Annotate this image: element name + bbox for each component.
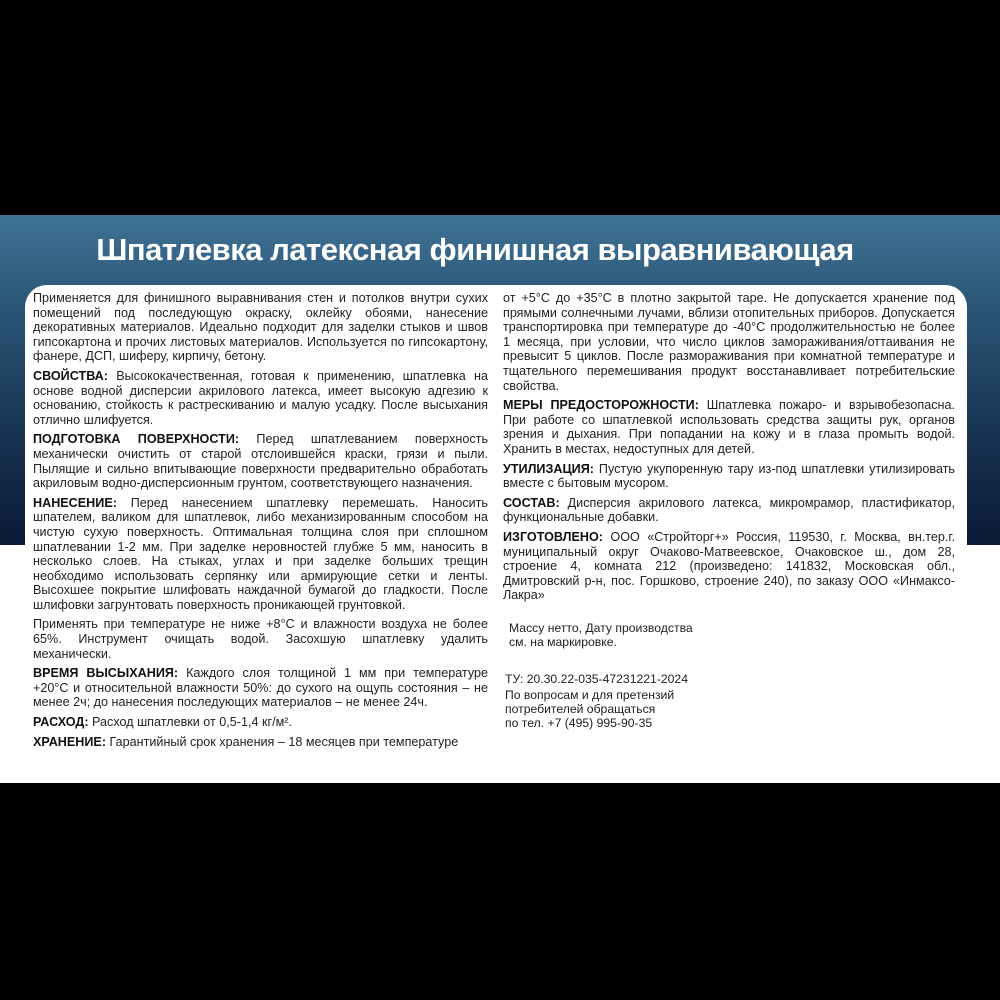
section-label: РАСХОД: <box>33 715 89 730</box>
section-label: МЕРЫ ПРЕДОСТОРОЖНОСТИ: <box>503 398 699 413</box>
contact-phone: по тел. +7 (495) 995-90-35 <box>505 716 653 730</box>
section-text: Расход шпатлевки от 0,5-1,4 кг/м². <box>88 715 292 730</box>
section-composition <box>503 496 955 525</box>
left-column <box>33 291 488 754</box>
section-text: Перед шпатлеванием поверхность механически очистить от старой отслоившейся краски, грязи и пыли. Пылящие и сильно впитывающие поверхности предварительно обработать акриловым водно-дисперсионным грунтом, соответствующего назначения. <box>33 432 489 491</box>
section-consumption <box>33 715 488 730</box>
section-label: ВРЕМЯ ВЫСЫХАНИЯ: <box>33 666 179 681</box>
tu-code <box>505 672 688 686</box>
section-application <box>33 496 488 613</box>
section-disposal <box>503 462 955 491</box>
product-title: Шпатлевка латексная финишная выравнивающая <box>96 232 854 267</box>
section-properties <box>33 369 488 427</box>
section-label: СВОЙСТВА: <box>33 368 108 383</box>
section-text: Дисперсия акрилового латекса, микромрамор, пластификатор, функциональные добавки. <box>503 495 955 525</box>
marking-line: Массу нетто, Дату производства <box>509 621 693 635</box>
section-manufacturer <box>503 530 955 603</box>
marking-line: см. на маркировке. <box>509 635 617 649</box>
section-text: Гарантийный срок хранения – 18 месяцев при температуре <box>106 734 459 749</box>
section-text: Каждого слоя толщиной 1 мм при температуре +20°С и относительной влажности 50%: до сухого на ощупь состояния – не менее 2ч; до нанесения последующих материалов – не менее 24ч. <box>33 666 488 710</box>
section-preparation <box>33 432 488 490</box>
section-text: Шпатлевка пожаро- и взрывобезопасна. При работе со шпатлевкой использовать средства защиты рук, органов зрения и дыхания. При попадании на кожу и в глаза промыть водой. Хранить в местах, недоступных для детей. <box>503 398 955 456</box>
section-label: ИЗГОТОВЛЕНО: <box>503 529 603 544</box>
intro-text: Применяется для финишного выравнивания стен и потолков внутри сухих помещений под последующую окраску, оклейку обоями, нанесение декоративных материалов. Идеально подходит для заделки стыков и швов гипсокартона и прочих листовых материалов. Используется по гипсокартону, фанере, ДСП, шиферу, кирпичу, бетону. <box>33 291 488 364</box>
section-drying <box>33 666 488 710</box>
contact-note <box>505 688 674 730</box>
section-text: Высококачественная, готовая к применению, шпатлевка на основе водной дисперсии акрилового латекса, имеет высокую адгезию к основанию, стойкость к растрескиванию и малую усадку. После высыхания отлично шлифуется. <box>33 368 488 427</box>
section-text: Пустую укупоренную тару из-под шпатлевки утилизировать вместе с бытовым мусором. <box>503 461 955 491</box>
section-label: ХРАНЕНИЕ: <box>33 734 107 749</box>
section-storage <box>33 735 488 750</box>
section-text: ООО «Стройторг+» Россия, 119530, г. Москва, вн.тер.г. муниципальный округ Очаково-Матвеевское, Очаковское ш., дом 28, строение 4, комната 212 (произведено: 141832, Московская обл., Дмитровский р-н, пос. Горшково, строение 240), по заказу ООО «Инмаксо-Лакра» <box>503 529 955 603</box>
section-label: УТИЛИЗАЦИЯ: <box>503 461 594 476</box>
conditions-text: Применять при температуре не ниже +8°С и влажности воздуха не более 65%. Инструмент очищать водой. Засохшую шпатлевку удалить механически. <box>33 617 488 661</box>
section-text: Перед нанесением шпатлевку перемешать. Наносить шпателем, валиком для шпатлевок, либо механизированным способом на чистую сухую поверхность. Оптимальная толщина слоя при сплошном шпатлевании 1-2 мм. При заделке неровностей глубже 5 мм, наносить в несколько слоев. На стыках, углах и при заделке больших трещин необходимо использовать серпянку или армирующие сетки и ленты. Высохшее покрытие шлифовать наждачной бумагой до гладкости. После шлифовки загрунтовать поверхность проникающей грунтовкой. <box>33 495 488 612</box>
right-column <box>503 291 955 608</box>
contact-line: потребителей обращаться <box>505 702 656 716</box>
section-label: ПОДГОТОВКА ПОВЕРХНОСТИ: <box>33 432 240 447</box>
marking-note <box>509 621 693 649</box>
section-precautions <box>503 398 955 456</box>
section-label: НАНЕСЕНИЕ: <box>33 495 117 510</box>
storage-continued: от +5°С до +35°С в плотно закрытой таре. Не допускается хранение под прямыми солнечными лучами, вблизи отопительных приборов. Допускается транспортировка при температуре до -40°С продолжительностью не более 1 месяца, при условии, что число циклов замораживания/оттаивания не превысит 5 циклов. После размораживания при комнатной температуре и тщательного перемешивания продукт восстанавливает потребительские свойства. <box>503 291 955 393</box>
contact-line: По вопросам и для претензий <box>505 688 675 702</box>
tu-text: ТУ: 20.30.22-035-47231221-2024 <box>505 672 688 686</box>
section-label: СОСТАВ: <box>503 495 560 510</box>
